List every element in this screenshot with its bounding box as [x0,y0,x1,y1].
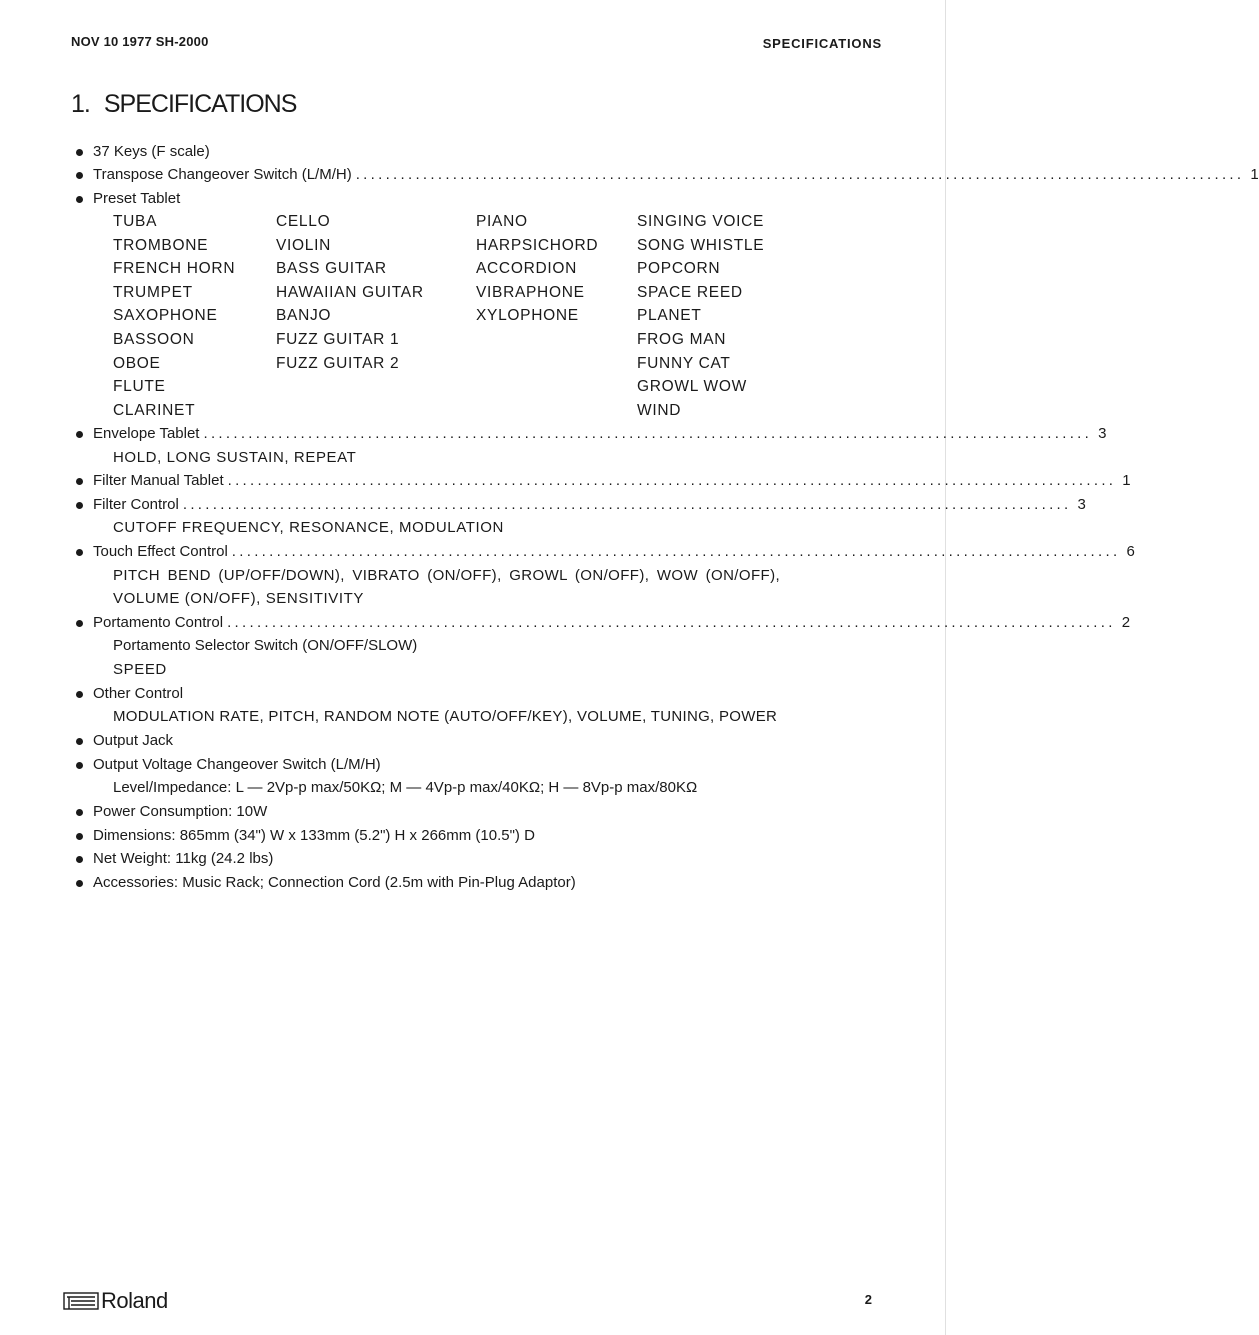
spec-output-detail: Level/Impedance: L — 2Vp-p max/50KΩ; M — 4Vp-p max/40KΩ; H — 8Vp-p max/80KΩ [113,779,698,796]
preset-name: SPACE REED [637,283,743,301]
list-item [0,848,950,870]
spec-label: Filter Control [93,496,179,513]
list-item [0,423,1107,445]
spec-envelope-detail: HOLD, LONG SUSTAIN, REPEAT [113,449,357,466]
spec-count: 3 [1098,425,1107,442]
preset-name: ACCORDION [476,260,578,278]
preset-name: BASSOON [113,330,195,348]
list-item [0,612,1131,634]
roland-logo-icon [63,1291,99,1311]
roland-logo-word: Roland [101,1288,168,1313]
preset-name: BASS GUITAR [276,260,387,278]
list-item [0,635,950,657]
leader-dots: ....................................................................................................................... [231,543,1121,560]
preset-name: XYLOPHONE [476,307,579,325]
spec-count: 1 [1250,166,1259,183]
spec-keys: 37 Keys (F scale) [93,143,210,160]
list-item [0,825,950,847]
preset-name: TUBA [113,213,158,230]
preset-name: HAWAIIAN GUITAR [276,283,424,301]
list-item [0,754,950,776]
bullet-icon [76,809,83,816]
leader-dots: ....................................................................................................................... [227,614,1116,631]
spec-output-jack: Output Jack [93,732,174,749]
spec-preset: Preset Tablet [93,190,181,207]
preset-column-2 [276,210,424,375]
list-item [0,447,950,469]
preset-name: HARPSICHORD [476,236,599,254]
preset-name: GROWL WOW [637,378,747,396]
spec-filter-control [93,494,1086,516]
preset-name: VIBRAPHONE [476,283,585,301]
spec-label: Filter Manual Tablet [93,472,224,489]
preset-column-1 [113,210,235,422]
spec-other-detail: MODULATION RATE, PITCH, RANDOM NOTE (AUTO/OFF/KEY), VOLUME, TUNING, POWER [113,708,778,725]
spec-touch-detail-2: VOLUME (ON/OFF), SENSITIVITY [113,590,364,607]
preset-name: BANJO [276,307,332,325]
roland-logo [63,1288,168,1314]
title-number: 1. [71,90,90,118]
spec-filter-manual [93,470,1131,492]
bullet-icon [76,431,83,438]
spec-output-voltage: Output Voltage Changeover Switch (L/M/H) [93,756,381,773]
list-item [0,164,1259,186]
spec-touch-effect [93,541,1135,563]
preset-name: SAXOPHONE [113,307,218,325]
spec-power: Power Consumption: 10W [93,803,268,820]
bullet-icon [76,172,83,179]
list-item [0,801,950,823]
bullet-icon [76,856,83,863]
spec-portamento [93,612,1131,634]
preset-name: POPCORN [637,260,721,278]
spec-label: Transpose Changeover Switch (L/M/H) [93,166,352,183]
spec-label: Touch Effect Control [93,543,228,560]
spec-portamento-detail-2: SPEED [113,661,167,678]
title-text: SPECIFICATIONS [103,90,297,118]
leader-dots: ....................................................................................................................... [355,166,1245,183]
list-item [0,706,950,728]
bullet-icon [76,691,83,698]
preset-name: SONG WHISTLE [637,236,765,254]
spec-touch-detail-1: PITCH BEND (UP/OFF/DOWN), VIBRATO (ON/OFF), GROWL (ON/OFF), WOW (ON/OFF), [113,567,781,584]
header-date-model: NOV 10 1977 SH-2000 [71,34,209,49]
list-item [0,494,1086,516]
bullet-icon [76,833,83,840]
preset-column-3 [476,210,598,328]
bullet-icon [76,738,83,745]
preset-name: FROG MAN [637,330,727,348]
bullet-icon [76,502,83,509]
spec-filter-detail: CUTOFF FREQUENCY, RESONANCE, MODULATION [113,519,504,536]
list-item [0,565,950,587]
spec-accessories: Accessories: Music Rack; Connection Cord (2.5m with Pin-Plug Adaptor) [93,874,576,891]
list-item [0,188,950,210]
preset-name: CLARINET [113,401,196,419]
spec-count: 1 [1122,472,1131,489]
preset-name: CELLO [276,213,331,230]
list-item [0,141,950,163]
preset-name: WIND [637,401,682,419]
list-item [0,683,950,705]
list-item [0,470,1131,492]
leader-dots: ....................................................................................................................... [203,425,1093,442]
list-item [0,730,950,752]
page-title [71,90,296,119]
bullet-icon [76,549,83,556]
bullet-icon [76,196,83,203]
preset-name: TROMBONE [113,236,209,254]
preset-name: FUNNY CAT [637,354,731,372]
leader-dots: ....................................................................................................................... [182,496,1072,513]
list-item [0,541,1135,563]
leader-dots: ....................................................................................................................... [227,472,1117,489]
bullet-icon [76,880,83,887]
list-item [0,517,950,539]
bullet-icon [76,478,83,485]
preset-name: FRENCH HORN [113,260,236,278]
spec-portamento-detail-1: Portamento Selector Switch (ON/OFF/SLOW) [113,637,418,654]
spec-other: Other Control [93,685,184,702]
list-item [0,777,950,799]
spec-envelope [93,423,1107,445]
list-item [0,659,950,681]
spec-count: 6 [1126,543,1135,560]
list-item [0,872,950,894]
list-item [0,588,950,610]
preset-name: FLUTE [113,378,166,396]
spec-count: 3 [1077,496,1086,513]
preset-name: PLANET [637,307,702,325]
preset-name: VIOLIN [276,236,332,254]
preset-name: OBOE [113,354,161,372]
preset-name: FUZZ GUITAR 1 [276,330,400,348]
spec-label: Portamento Control [93,614,224,631]
preset-name: FUZZ GUITAR 2 [276,354,400,372]
bullet-icon [76,149,83,156]
bullet-icon [76,762,83,769]
page-number: 2 [864,1292,872,1307]
bullet-icon [76,620,83,627]
spec-transpose [93,164,1259,186]
preset-column-4 [637,210,764,422]
spec-dimensions: Dimensions: 865mm (34") W x 133mm (5.2") H x 266mm (10.5") D [93,827,535,844]
spec-weight: Net Weight: 11kg (24.2 lbs) [93,850,274,867]
preset-name: PIANO [476,213,528,230]
spec-label: Envelope Tablet [93,425,200,442]
preset-name: SINGING VOICE [637,213,765,230]
spec-count: 2 [1121,614,1131,631]
header-section: SPECIFICATIONS [762,36,882,51]
preset-name: TRUMPET [113,283,193,301]
